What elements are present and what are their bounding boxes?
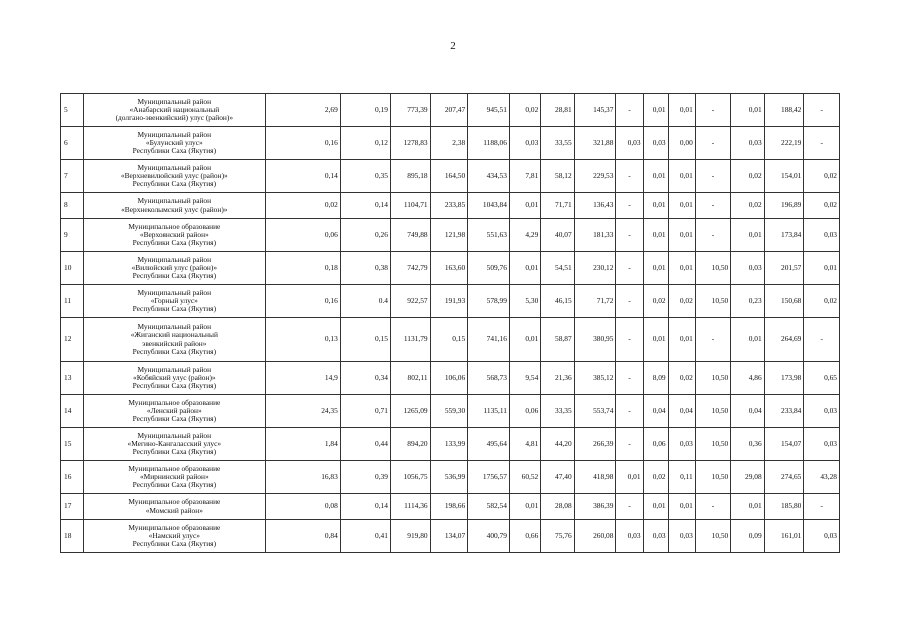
municipality-name-line: «Верхневилюйский улус (район)» <box>120 170 228 180</box>
value-cell: 2,38 <box>430 127 468 160</box>
value-cell: 0,06 <box>265 219 340 252</box>
value-cell: 0,19 <box>340 94 390 127</box>
value-cell: 16,83 <box>265 461 340 494</box>
table-row <box>61 520 840 553</box>
value-cell: 0,02 <box>731 160 764 193</box>
value-cell: 154,01 <box>764 160 804 193</box>
value-cell: 1188,06 <box>468 127 510 160</box>
municipality-name-line: Муниципальное образование <box>128 497 221 507</box>
value-cell: 559,30 <box>430 395 468 428</box>
value-cell: 0,01 <box>668 494 695 520</box>
table-row <box>61 160 840 193</box>
municipality-name-cell <box>83 395 265 428</box>
value-cell: 0,44 <box>340 428 390 461</box>
value-cell: 0,26 <box>340 219 390 252</box>
value-cell: 47,40 <box>541 461 574 494</box>
value-cell: - <box>804 318 840 362</box>
municipality-name-line: Республики Саха (Якутия) <box>132 381 217 391</box>
value-cell: - <box>804 127 840 160</box>
municipality-name-cell <box>83 318 265 362</box>
value-cell: 0,06 <box>643 428 668 461</box>
municipality-name-line: «Горный улус» <box>150 295 198 305</box>
value-cell: 551,63 <box>468 219 510 252</box>
value-cell: 0,03 <box>804 219 840 252</box>
value-cell: 33,55 <box>541 127 574 160</box>
value-cell: 0,01 <box>668 94 695 127</box>
row-number-cell: 14 <box>61 395 84 428</box>
value-cell: 0,02 <box>804 193 840 219</box>
value-cell: 578,99 <box>468 285 510 318</box>
municipality-name-cell <box>83 362 265 395</box>
value-cell: 0,02 <box>643 285 668 318</box>
value-cell: - <box>695 160 731 193</box>
value-cell: 75,76 <box>541 520 574 553</box>
value-cell: - <box>616 428 643 461</box>
value-cell: 321,88 <box>574 127 616 160</box>
municipality-name-line: Республики Саха (Якутия) <box>132 447 217 457</box>
table-row <box>61 494 840 520</box>
row-number-cell: 17 <box>61 494 84 520</box>
value-cell: 201,57 <box>764 252 804 285</box>
value-cell: 4,86 <box>731 362 764 395</box>
value-cell: 161,01 <box>764 520 804 553</box>
municipality-name-line: «Момский район» <box>145 505 203 515</box>
value-cell: 0,38 <box>340 252 390 285</box>
value-cell: 0,01 <box>643 94 668 127</box>
value-cell: 0,02 <box>668 362 695 395</box>
municipality-name-line: Республики Саха (Якутия) <box>132 271 217 281</box>
value-cell: 418,98 <box>574 461 616 494</box>
value-cell: 58,87 <box>541 318 574 362</box>
municipality-name-line: Республики Саха (Якутия) <box>132 414 217 424</box>
value-cell: 150,68 <box>764 285 804 318</box>
value-cell: 40,07 <box>541 219 574 252</box>
value-cell: 5,30 <box>509 285 540 318</box>
value-cell: 28,08 <box>541 494 574 520</box>
value-cell: 173,98 <box>764 362 804 395</box>
value-cell: 8,09 <box>643 362 668 395</box>
municipality-name-line: «Жиганский национальный <box>130 330 218 340</box>
municipality-name-line: Муниципальное образование <box>128 221 221 231</box>
value-cell: 0,03 <box>804 520 840 553</box>
value-cell: 264,69 <box>764 318 804 362</box>
municipality-name-cell <box>83 461 265 494</box>
value-cell: 10,50 <box>695 395 731 428</box>
value-cell: 198,66 <box>430 494 468 520</box>
value-cell: 749,88 <box>390 219 430 252</box>
table-row <box>61 395 840 428</box>
value-cell: 0,04 <box>731 395 764 428</box>
value-cell: 0,04 <box>668 395 695 428</box>
value-cell: 742,79 <box>390 252 430 285</box>
row-number-cell: 6 <box>61 127 84 160</box>
value-cell: 10,50 <box>695 362 731 395</box>
value-cell: 0,02 <box>731 193 764 219</box>
value-cell: - <box>804 94 840 127</box>
row-number-cell: 13 <box>61 362 84 395</box>
value-cell: 386,39 <box>574 494 616 520</box>
value-cell: 0,03 <box>731 252 764 285</box>
value-cell: 0,06 <box>509 395 540 428</box>
value-cell: 133,99 <box>430 428 468 461</box>
value-cell: 553,74 <box>574 395 616 428</box>
value-cell: 71,71 <box>541 193 574 219</box>
value-cell: 230,12 <box>574 252 616 285</box>
table-row <box>61 94 840 127</box>
value-cell: 0,01 <box>616 461 643 494</box>
municipality-name-line: «Верхнеколымский улус (район)» <box>121 204 228 214</box>
value-cell: - <box>695 318 731 362</box>
value-cell: 60,52 <box>509 461 540 494</box>
value-cell: - <box>695 127 731 160</box>
municipality-name-line: «Верхоянский район» <box>139 229 209 239</box>
value-cell: 0,09 <box>731 520 764 553</box>
value-cell: 33,35 <box>541 395 574 428</box>
row-number-cell: 9 <box>61 219 84 252</box>
value-cell: 0,36 <box>731 428 764 461</box>
municipality-name-line: «Булунский улус» <box>145 137 203 147</box>
value-cell: 0,04 <box>643 395 668 428</box>
value-cell: 0,23 <box>731 285 764 318</box>
row-number-cell: 11 <box>61 285 84 318</box>
value-cell: 0,34 <box>340 362 390 395</box>
municipality-name-line: эвенкийский район» <box>142 338 207 348</box>
value-cell: 380,95 <box>574 318 616 362</box>
value-cell: 0,00 <box>668 127 695 160</box>
value-cell: 0,03 <box>616 520 643 553</box>
table-row <box>61 461 840 494</box>
value-cell: 0,01 <box>804 252 840 285</box>
value-cell: 1265,09 <box>390 395 430 428</box>
value-cell: 0,84 <box>265 520 340 553</box>
value-cell: 0,14 <box>265 160 340 193</box>
table-row <box>61 318 840 362</box>
municipality-name-cell <box>83 193 265 219</box>
value-cell: 0,03 <box>804 428 840 461</box>
value-cell: - <box>695 219 731 252</box>
municipality-name-line: «Вилюйский улус (район)» <box>131 262 218 272</box>
value-cell: 0,01 <box>643 252 668 285</box>
value-cell: 0,12 <box>340 127 390 160</box>
value-cell: 43,28 <box>804 461 840 494</box>
value-cell: 266,39 <box>574 428 616 461</box>
value-cell: 741,16 <box>468 318 510 362</box>
value-cell: 0,03 <box>643 520 668 553</box>
municipality-name-line: «Ленский район» <box>146 405 202 415</box>
value-cell: 0,01 <box>509 494 540 520</box>
municipality-name-line: Муниципальный район <box>137 196 212 206</box>
municipality-name-line: Республики Саха (Якутия) <box>132 146 217 156</box>
municipality-name-cell <box>83 285 265 318</box>
value-cell: 0,01 <box>643 193 668 219</box>
value-cell: 894,20 <box>390 428 430 461</box>
municipality-name-line: Муниципальный район <box>137 162 212 172</box>
value-cell: 0,39 <box>340 461 390 494</box>
value-cell: 0,01 <box>731 494 764 520</box>
value-cell: - <box>616 362 643 395</box>
value-cell: 0,03 <box>509 127 540 160</box>
row-number-cell: 18 <box>61 520 84 553</box>
table-row <box>61 252 840 285</box>
value-cell: 188,42 <box>764 94 804 127</box>
value-cell: 28,81 <box>541 94 574 127</box>
municipality-name-line: Муниципальный район <box>137 129 212 139</box>
value-cell: 0,01 <box>509 252 540 285</box>
value-cell: 0,16 <box>265 285 340 318</box>
value-cell: 14,9 <box>265 362 340 395</box>
table-row <box>61 362 840 395</box>
value-cell: 58,12 <box>541 160 574 193</box>
value-cell: 222,19 <box>764 127 804 160</box>
municipality-name-line: Муниципальный район <box>137 254 212 264</box>
value-cell: 1104,71 <box>390 193 430 219</box>
value-cell: 10,50 <box>695 520 731 553</box>
value-cell: 0,15 <box>340 318 390 362</box>
value-cell: 196,89 <box>764 193 804 219</box>
municipality-name-line: Муниципальный район <box>137 364 212 374</box>
value-cell: 106,06 <box>430 362 468 395</box>
value-cell: 173,84 <box>764 219 804 252</box>
municipality-name-cell <box>83 428 265 461</box>
value-cell: 0,01 <box>731 219 764 252</box>
municipality-name-line: Республики Саха (Якутия) <box>132 179 217 189</box>
value-cell: 0,01 <box>643 318 668 362</box>
value-cell: 0,16 <box>265 127 340 160</box>
value-cell: 0,35 <box>340 160 390 193</box>
value-cell: 0,03 <box>668 520 695 553</box>
value-cell: 568,73 <box>468 362 510 395</box>
page-number: 2 <box>450 40 456 52</box>
value-cell: 0,02 <box>643 461 668 494</box>
value-cell: 0,02 <box>265 193 340 219</box>
value-cell: 0,11 <box>668 461 695 494</box>
value-cell: - <box>616 193 643 219</box>
value-cell: 4,29 <box>509 219 540 252</box>
value-cell: 1114,36 <box>390 494 430 520</box>
municipality-name-cell <box>83 252 265 285</box>
table-row <box>61 428 840 461</box>
value-cell: 207,47 <box>430 94 468 127</box>
value-cell: 0,15 <box>430 318 468 362</box>
value-cell: 0,13 <box>265 318 340 362</box>
municipality-name-line: (долгано-эвенкийский) улус (район)» <box>115 113 234 123</box>
value-cell: 385,12 <box>574 362 616 395</box>
municipality-name-line: Республики Саха (Якутия) <box>132 238 217 248</box>
value-cell: 134,07 <box>430 520 468 553</box>
value-cell: 24,35 <box>265 395 340 428</box>
municipality-name-cell <box>83 127 265 160</box>
value-cell: 154,07 <box>764 428 804 461</box>
value-cell: 181,33 <box>574 219 616 252</box>
value-cell: 0,01 <box>509 318 540 362</box>
value-cell: 1756,57 <box>468 461 510 494</box>
value-cell: 922,57 <box>390 285 430 318</box>
municipality-name-line: Муниципальное образование <box>128 463 221 473</box>
municipality-name-line: «Мегино-Кангаласский улус» <box>127 438 222 448</box>
value-cell: 895,18 <box>390 160 430 193</box>
municipality-name-line: «Намский улус» <box>148 530 200 540</box>
value-cell: 945,51 <box>468 94 510 127</box>
value-cell: 0,66 <box>509 520 540 553</box>
value-cell: 185,80 <box>764 494 804 520</box>
value-cell: 0,65 <box>804 362 840 395</box>
value-cell: 495,64 <box>468 428 510 461</box>
value-cell: 1043,84 <box>468 193 510 219</box>
value-cell: 773,39 <box>390 94 430 127</box>
municipality-name-line: Республики Саха (Якутия) <box>132 304 217 314</box>
value-cell: 136,43 <box>574 193 616 219</box>
municipality-name-cell <box>83 219 265 252</box>
value-cell: 0,01 <box>668 219 695 252</box>
municipality-name-line: Муниципальный район <box>137 321 212 331</box>
municipality-name-cell <box>83 94 265 127</box>
value-cell: 260,08 <box>574 520 616 553</box>
municipality-name-line: Муниципальный район <box>137 430 212 440</box>
value-cell: 1135,11 <box>468 395 510 428</box>
municipality-name-line: Республики Саха (Якутия) <box>132 480 217 490</box>
value-cell: 0,03 <box>804 395 840 428</box>
municipality-name-line: Муниципальное образование <box>128 522 221 532</box>
value-cell: 1056,75 <box>390 461 430 494</box>
value-cell: 0,18 <box>265 252 340 285</box>
value-cell: 191,93 <box>430 285 468 318</box>
value-cell: 164,50 <box>430 160 468 193</box>
value-cell: 0.4 <box>340 285 390 318</box>
value-cell: 0,08 <box>265 494 340 520</box>
value-cell: - <box>616 395 643 428</box>
table-row <box>61 193 840 219</box>
value-cell: 10,50 <box>695 428 731 461</box>
municipality-name-line: Муниципальное образование <box>128 397 221 407</box>
value-cell: - <box>616 318 643 362</box>
row-number-cell: 12 <box>61 318 84 362</box>
municipality-name-cell <box>83 494 265 520</box>
value-cell: 802,11 <box>390 362 430 395</box>
row-number-cell: 5 <box>61 94 84 127</box>
value-cell: - <box>695 494 731 520</box>
value-cell: 0,01 <box>668 193 695 219</box>
value-cell: 0,02 <box>804 285 840 318</box>
value-cell: - <box>804 494 840 520</box>
row-number-cell: 10 <box>61 252 84 285</box>
value-cell: 0,01 <box>509 193 540 219</box>
municipality-name-line: Республики Саха (Якутия) <box>132 346 217 356</box>
municipality-name-line: Республики Саха (Якутия) <box>132 539 217 549</box>
value-cell: 0,01 <box>731 94 764 127</box>
row-number-cell: 15 <box>61 428 84 461</box>
value-cell: 145,37 <box>574 94 616 127</box>
value-cell: 54,51 <box>541 252 574 285</box>
value-cell: 233,85 <box>430 193 468 219</box>
value-cell: 233,84 <box>764 395 804 428</box>
value-cell: 0,14 <box>340 193 390 219</box>
value-cell: 0,01 <box>643 494 668 520</box>
value-cell: 9,54 <box>509 362 540 395</box>
value-cell: 7,81 <box>509 160 540 193</box>
value-cell: 509,76 <box>468 252 510 285</box>
table-row <box>61 127 840 160</box>
value-cell: 0,01 <box>668 318 695 362</box>
value-cell: 0,01 <box>731 318 764 362</box>
row-number-cell: 8 <box>61 193 84 219</box>
value-cell: 0,03 <box>731 127 764 160</box>
value-cell: - <box>616 219 643 252</box>
value-cell: 44,20 <box>541 428 574 461</box>
value-cell: 1131,79 <box>390 318 430 362</box>
value-cell: - <box>695 94 731 127</box>
value-cell: - <box>616 160 643 193</box>
municipality-name-line: «Кобяйский улус (район)» <box>133 372 216 382</box>
value-cell: 434,53 <box>468 160 510 193</box>
value-cell: 229,53 <box>574 160 616 193</box>
value-cell: 400,79 <box>468 520 510 553</box>
row-number-cell: 16 <box>61 461 84 494</box>
municipality-name-cell <box>83 520 265 553</box>
value-cell: 2,69 <box>265 94 340 127</box>
value-cell: 274,65 <box>764 461 804 494</box>
value-cell: 10,50 <box>695 252 731 285</box>
value-cell: 582,54 <box>468 494 510 520</box>
value-cell: 0,03 <box>643 127 668 160</box>
value-cell: 1278,83 <box>390 127 430 160</box>
table-row <box>61 285 840 318</box>
value-cell: 71,72 <box>574 285 616 318</box>
municipality-name-line: «Анабарский национальный <box>129 104 220 114</box>
value-cell: 0,01 <box>668 252 695 285</box>
value-cell: - <box>695 193 731 219</box>
municipality-name-line: Муниципальный район <box>137 96 212 106</box>
value-cell: 0,02 <box>804 160 840 193</box>
value-cell: 163,60 <box>430 252 468 285</box>
value-cell: 0,02 <box>668 285 695 318</box>
municipality-name-cell <box>83 160 265 193</box>
value-cell: - <box>616 252 643 285</box>
value-cell: 0,02 <box>509 94 540 127</box>
value-cell: - <box>616 94 643 127</box>
value-cell: 919,80 <box>390 520 430 553</box>
value-cell: 0,41 <box>340 520 390 553</box>
value-cell: 0,01 <box>643 160 668 193</box>
value-cell: 29,08 <box>731 461 764 494</box>
data-table <box>60 93 840 553</box>
value-cell: 0,71 <box>340 395 390 428</box>
municipality-name-line: Муниципальный район <box>137 287 212 297</box>
value-cell: 536,99 <box>430 461 468 494</box>
value-cell: 121,98 <box>430 219 468 252</box>
row-number-cell: 7 <box>61 160 84 193</box>
value-cell: 4,81 <box>509 428 540 461</box>
value-cell: 0,03 <box>668 428 695 461</box>
value-cell: 1,84 <box>265 428 340 461</box>
value-cell: 10,50 <box>695 285 731 318</box>
municipality-name-line: «Мирнинский район» <box>139 471 209 481</box>
value-cell: 0,01 <box>643 219 668 252</box>
value-cell: 46,15 <box>541 285 574 318</box>
value-cell: 0,03 <box>616 127 643 160</box>
value-cell: 0,01 <box>668 160 695 193</box>
value-cell: - <box>616 285 643 318</box>
value-cell: 10,50 <box>695 461 731 494</box>
value-cell: 21,36 <box>541 362 574 395</box>
table-row <box>61 219 840 252</box>
value-cell: 0,14 <box>340 494 390 520</box>
value-cell: - <box>616 494 643 520</box>
